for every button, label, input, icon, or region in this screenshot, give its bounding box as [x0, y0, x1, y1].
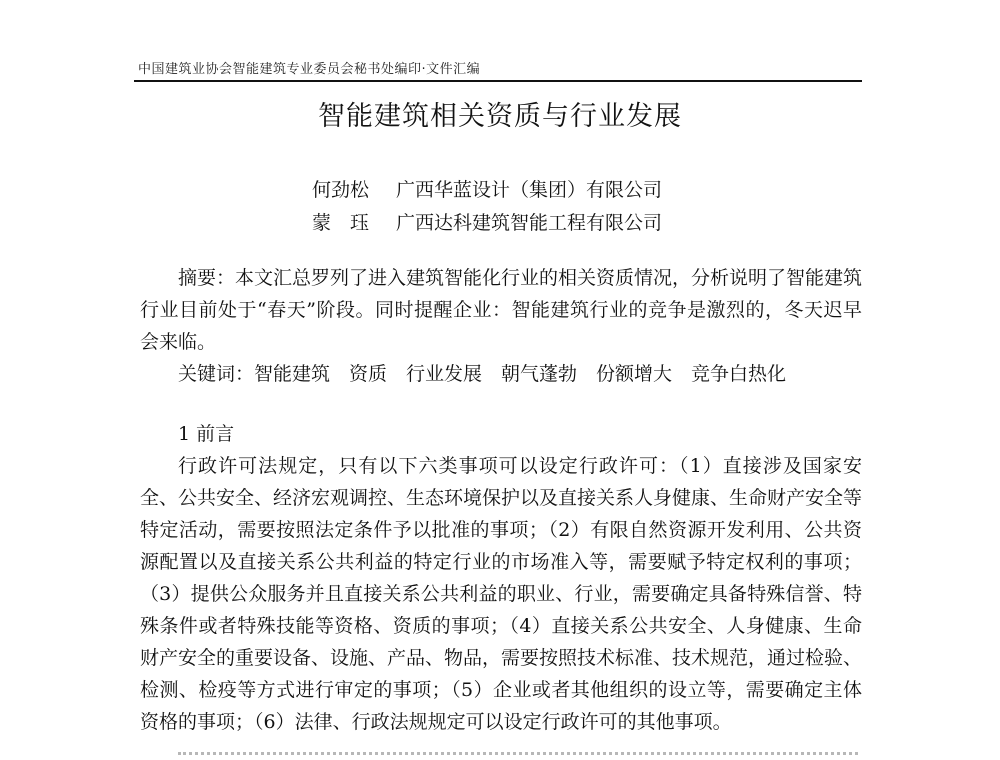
author-row: [312, 207, 662, 240]
section-paragraph: 行政许可法规定，只有以下六类事项可以设定行政许可：（1）直接涉及国家安全、公共安全、经济宏观调控、生态环境保护以及直接关系人身健康、生命财产安全等特定活动，需要按照法定条件予以批准的事项；（2）有限自然资源开发利用、公共资源配置以及直接关系公共利益的特定行业的市场准入等，需要赋予特定权利的事项；（3）提供公众服务并且直接关系公共利益的职业、行业，需要确定具备特殊信誉、特殊条件或者特殊技能等资格、资质的事项；（4）直接关系公共安全、人身健康、生命财产安全的重要设备、设施、产品、物品，需要按照技术标准、技术规范，通过检验、检测、检疫等方式进行审定的事项；（5）企业或者其他组织的设立等，需要确定主体资格的事项；（6）法律、行政法规规定可以设定行政许可的其他事项。: [140, 455, 863, 733]
running-header: 中国建筑业协会智能建筑专业委员会秘书处编印·文件汇编: [138, 62, 481, 77]
author-list: [312, 174, 662, 240]
author-affiliation: 广西达科建筑智能工程有限公司: [396, 212, 663, 234]
author-row: [312, 174, 662, 207]
article-title: 智能建筑相关资质与行业发展: [318, 101, 682, 132]
author-name: 何劲松: [312, 179, 370, 201]
section-introduction: [140, 418, 862, 738]
section-heading: 1 前言: [178, 423, 235, 445]
abstract-block: [140, 262, 862, 390]
abstract-paragraph: 摘要：本文汇总罗列了进入建筑智能化行业的相关资质情况，分析说明了智能建筑行业目前处于“春天”阶段。同时提醒企业：智能建筑行业的竞争是激烈的，冬天迟早会来临。: [140, 267, 863, 353]
cropped-text-line: [178, 748, 858, 760]
keywords-line: 关键词：智能建筑 资质 行业发展 朝气蓬勃 份额增大 竞争白热化: [178, 363, 787, 385]
header-rule: [134, 80, 862, 82]
author-affiliation: 广西华蓝设计（集团）有限公司: [396, 179, 663, 201]
author-name: 蒙 珏: [312, 212, 370, 234]
